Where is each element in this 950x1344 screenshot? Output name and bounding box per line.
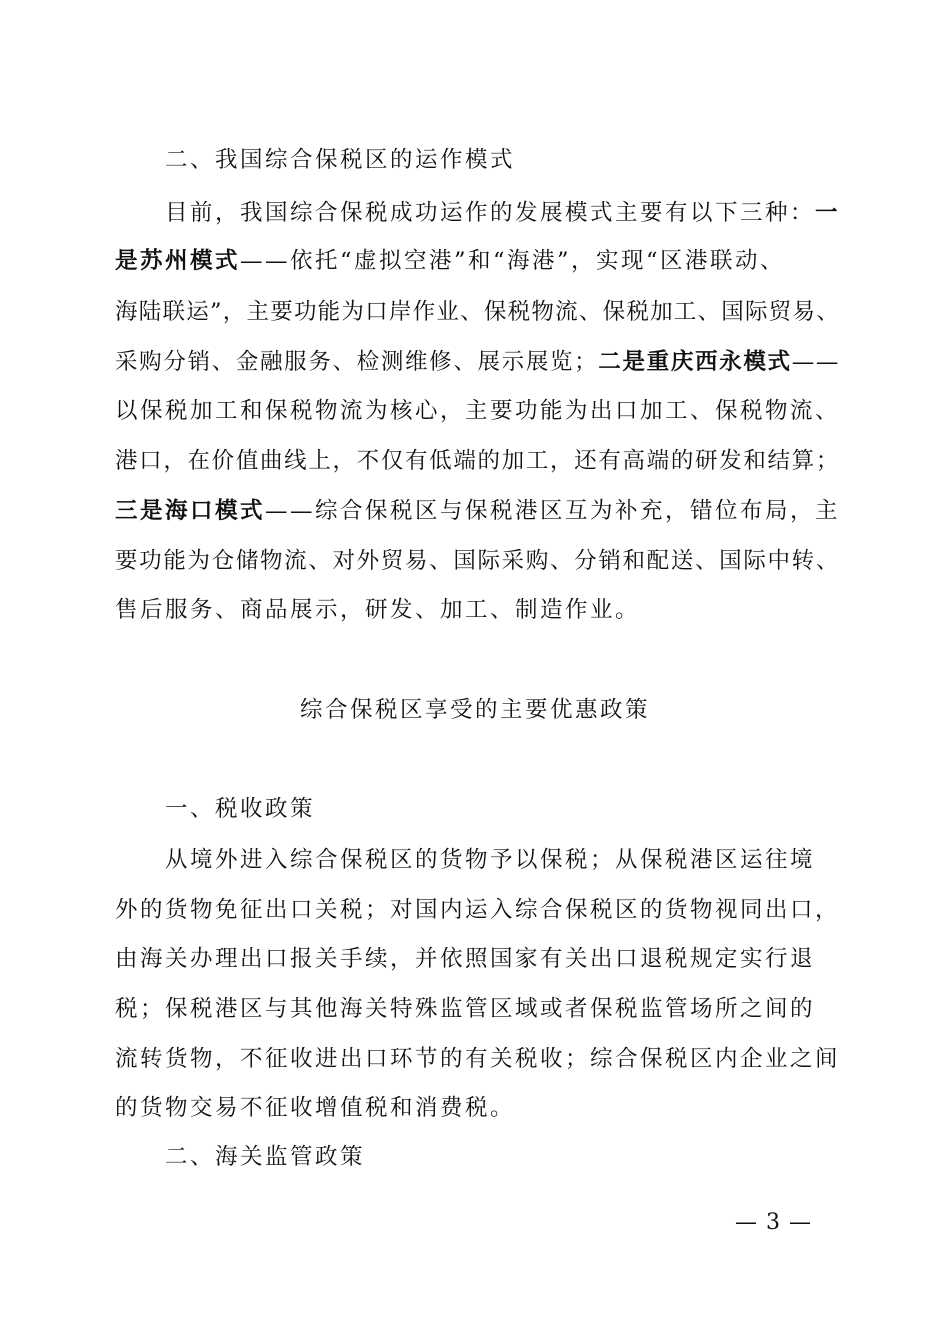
paragraph-line: 海陆联运”，主要功能为口岸作业、保税物流、保税加工、国际贸易、: [115, 299, 841, 325]
policy-title: 综合保税区享受的主要优惠政策: [299, 697, 650, 723]
text-run: ——: [791, 349, 841, 375]
paragraph-line: [165, 196, 840, 230]
paragraph-line: 以保税加工和保税物流为核心，主要功能为出口加工、保税物流、: [115, 398, 841, 424]
bold-run: 二是重庆西永模式: [598, 349, 792, 375]
paragraph-line: 港口，在价值曲线上，不仅有低端的加工，还有高端的研发和结算；: [115, 448, 841, 474]
paragraph-line: 外的货物免征出口关税；对国内运入综合保税区的货物视同出口，: [115, 897, 841, 923]
page-number: — 3 —: [735, 1210, 812, 1235]
text-run: ——依托“虚拟空港”和“海港”，实现“区港联动、: [240, 248, 786, 274]
paragraph-line: 税；保税港区与其他海关特殊监管区域或者保税监管场所之间的: [115, 996, 816, 1022]
bold-run: 三是海口模式: [115, 498, 266, 524]
text-run: 采购分销、金融服务、检测维修、展示展览；: [115, 349, 599, 375]
paragraph-line: [115, 244, 785, 278]
text-run: 目前，我国综合保税成功运作的发展模式主要有以下三种：: [165, 200, 816, 226]
paragraph-line: 从境外进入综合保税区的货物予以保税；从保税港区运往境: [165, 847, 816, 873]
paragraph-line: 要功能为仓储物流、对外贸易、国际采购、分销和配送、国际中转、: [115, 548, 841, 574]
section-heading: 二、我国综合保税区的运作模式: [165, 147, 516, 173]
paragraph-line: [115, 345, 840, 379]
text-run: ——综合保税区与保税港区互为补充，错位布局，主: [265, 498, 841, 524]
paragraph-line: 流转货物，不征收进出口环节的有关税收；综合保税区内企业之间: [115, 1046, 841, 1072]
bold-run: 一: [815, 200, 841, 226]
paragraph-line: 售后服务、商品展示，研发、加工、制造作业。: [115, 597, 641, 623]
paragraph-line: 的货物交易不征收增值税和消费税。: [115, 1095, 516, 1121]
section-heading: 二、海关监管政策: [165, 1144, 366, 1170]
section-heading: 一、税收政策: [165, 796, 316, 822]
bold-run: 是苏州模式: [115, 248, 241, 274]
paragraph-line: [115, 494, 840, 528]
paragraph-line: 由海关办理出口报关手续，并依照国家有关出口退税规定实行退: [115, 946, 816, 972]
